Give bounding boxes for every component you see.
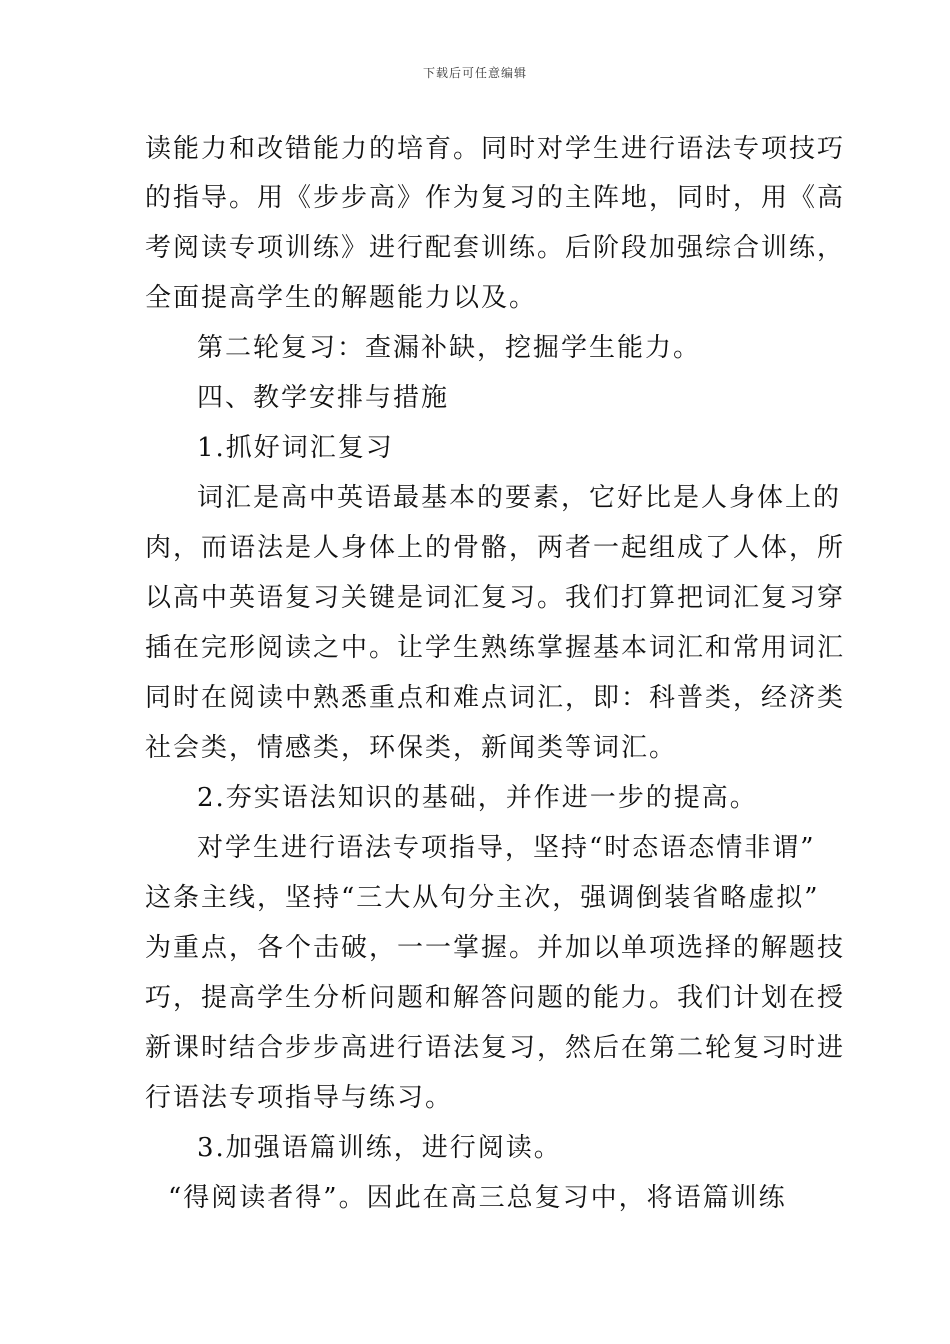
paragraph-line: 词汇是高中英语最基本的要素，它好比是人身体上的 [197, 483, 842, 513]
paragraph-line: 第二轮复习：查漏补缺，挖掘学生能力。 [197, 333, 702, 363]
text-line: 为重点，各个击破，一一掌握。并加以单项选择的解题技 [145, 933, 846, 963]
text-line: 肉，而语法是人身体上的骨骼，两者一起组成了人体，所 [145, 533, 846, 563]
text-line: 考阅读专项训练》进行配套训练。后阶段加强综合训练， [145, 233, 846, 263]
section-heading: 四、教学安排与措施 [197, 383, 450, 413]
text-line: 行语法专项指导与练习。 [145, 1083, 454, 1113]
text-line: 读能力和改错能力的培育。同时对学生进行语法专项技巧 [145, 134, 846, 164]
text-line: 全面提高学生的解题能力以及。 [145, 283, 538, 313]
subsection-heading: 2.夯实语法知识的基础，并作进一步的提高。 [197, 783, 758, 813]
text-line: 以高中英语复习关键是词汇复习。我们打算把词汇复习穿 [145, 583, 846, 613]
page-header: 下载后可任意编辑 [422, 66, 527, 80]
paragraph-line: 对学生进行语法专项指导，坚持“时态语态情非谓” [197, 833, 816, 863]
text-line: 社会类，情感类，环保类，新闻类等词汇。 [145, 733, 678, 763]
text-line: 插在完形阅读之中。让学生熟练掌握基本词汇和常用词汇 [145, 633, 846, 663]
text-line: 巧，提高学生分析问题和解答问题的能力。我们计划在授 [145, 983, 846, 1013]
paragraph-line: “得阅读者得”。因此在高三总复习中，将语篇训练 [168, 1183, 787, 1213]
subsection-heading: 3.加强语篇训练，进行阅读。 [197, 1133, 562, 1163]
text-line: 同时在阅读中熟悉重点和难点词汇，即：科普类，经济类 [145, 683, 846, 713]
subsection-heading: 1.抓好词汇复习 [197, 433, 394, 463]
text-line: 的指导。用《步步高》作为复习的主阵地，同时，用《高 [145, 183, 846, 213]
text-line: 新课时结合步步高进行语法复习，然后在第二轮复习时进 [145, 1033, 846, 1063]
text-line: 这条主线，坚持“三大从句分主次，强调倒装省略虚拟” [145, 883, 820, 913]
